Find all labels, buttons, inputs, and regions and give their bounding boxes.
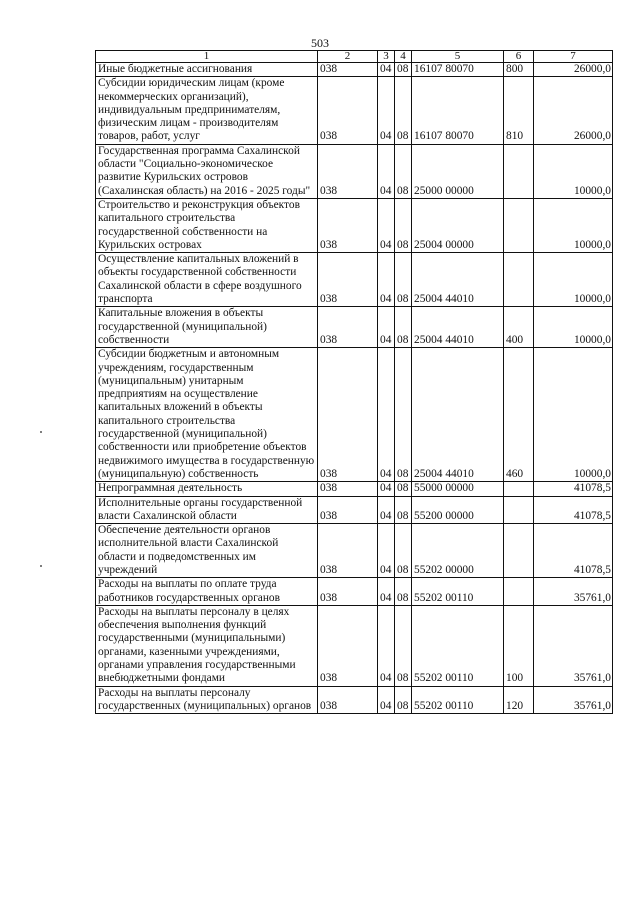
item-name-cell: Осуществление капитальных вложений в объекты государственной собственности Сахалинской области в сфере воздушного транспорта [96,253,318,307]
subsection-cell: 08 [395,77,412,144]
table-header-row [96,51,613,63]
expense-type-cell: 800 [504,63,534,77]
item-name-cell: Расходы на выплаты персоналу в целях обеспечения выполнения функций государственными (муниципальными) органами, казенными учреждениями, органами управления государственными внебюджетными фондами [96,605,318,686]
target-article-cell: 25004 44010 [412,348,504,482]
subsection-cell: 08 [395,63,412,77]
target-article-cell: 25000 00000 [412,144,504,198]
expense-type-cell: 400 [504,307,534,348]
item-name-cell: Непрограммная деятельность [96,482,318,496]
item-name-cell: Обеспечение деятельности органов исполнительной власти Сахалинской области и подведомственных им учреждений [96,524,318,578]
item-name-cell: Субсидии бюджетным и автономным учреждениям, государственным (муниципальным) унитарным предприятиям на осуществление капитальных вложений в объекты капитального строительства государственной (муниципальной) собственности или приобретение объектов недвижимого имущества в государственную (муниципальную) собственность [96,348,318,482]
owner-code-cell: 038 [318,253,378,307]
table-row [96,307,613,348]
item-name-cell: Расходы на выплаты персоналу государственных (муниципальных) органов [96,686,318,714]
target-article-cell: 55000 00000 [412,482,504,496]
amount-cell: 10000,0 [534,253,613,307]
item-name-cell: Расходы на выплаты по оплате труда работников государственных органов [96,578,318,606]
section-cell: 04 [378,496,395,524]
table-body [96,63,613,714]
amount-cell: 10000,0 [534,307,613,348]
owner-code-cell: 038 [318,63,378,77]
table-row [96,524,613,578]
section-cell: 04 [378,482,395,496]
expense-type-cell [504,496,534,524]
subsection-cell: 08 [395,253,412,307]
table-row [96,144,613,198]
amount-cell: 10000,0 [534,198,613,252]
table-row [96,77,613,144]
table-row [96,605,613,686]
header-cell: 4 [395,51,412,63]
item-name-cell: Исполнительные органы государственной власти Сахалинской области [96,496,318,524]
budget-table [95,50,613,714]
owner-code-cell: 038 [318,348,378,482]
subsection-cell: 08 [395,144,412,198]
owner-code-cell: 038 [318,605,378,686]
target-article-cell: 55200 00000 [412,496,504,524]
owner-code-cell: 038 [318,482,378,496]
target-article-cell: 16107 80070 [412,77,504,144]
table-row [96,482,613,496]
expense-type-cell [504,524,534,578]
header-cell: 2 [318,51,378,63]
expense-type-cell [504,253,534,307]
header-cell: 7 [534,51,613,63]
section-cell: 04 [378,63,395,77]
table-row [96,578,613,606]
header-cell: 1 [96,51,318,63]
section-cell: 04 [378,144,395,198]
amount-cell: 35761,0 [534,578,613,606]
owner-code-cell: 038 [318,198,378,252]
owner-code-cell: 038 [318,578,378,606]
table-row [96,63,613,77]
subsection-cell: 08 [395,482,412,496]
expense-type-cell: 100 [504,605,534,686]
owner-code-cell: 038 [318,496,378,524]
table-row [96,686,613,714]
target-article-cell: 55202 00110 [412,578,504,606]
target-article-cell: 55202 00000 [412,524,504,578]
subsection-cell: 08 [395,496,412,524]
amount-cell: 35761,0 [534,686,613,714]
amount-cell: 41078,5 [534,482,613,496]
target-article-cell: 55202 00110 [412,686,504,714]
table-row [96,198,613,252]
owner-code-cell: 038 [318,524,378,578]
table-row [96,348,613,482]
amount-cell: 26000,0 [534,77,613,144]
header-cell: 3 [378,51,395,63]
target-article-cell: 25004 00000 [412,198,504,252]
amount-cell: 41078,5 [534,496,613,524]
item-name-cell: Государственная программа Сахалинской области "Социально-экономическое развитие Курильских островов (Сахалинская область) на 2016 - 2025 годы" [96,144,318,198]
expense-type-cell: 460 [504,348,534,482]
table-row [96,253,613,307]
amount-cell: 26000,0 [534,63,613,77]
item-name-cell: Субсидии юридическим лицам (кроме некоммерческих организаций), индивидуальным предпринимателям, физическим лицам - производителям товаров, работ, услуг [96,77,318,144]
section-cell: 04 [378,578,395,606]
target-article-cell: 55202 00110 [412,605,504,686]
amount-cell: 10000,0 [534,144,613,198]
expense-type-cell [504,578,534,606]
expense-type-cell [504,198,534,252]
expense-type-cell [504,482,534,496]
section-cell: 04 [378,686,395,714]
amount-cell: 41078,5 [534,524,613,578]
target-article-cell: 25004 44010 [412,307,504,348]
subsection-cell: 08 [395,348,412,482]
section-cell: 04 [378,524,395,578]
owner-code-cell: 038 [318,144,378,198]
subsection-cell: 08 [395,524,412,578]
subsection-cell: 08 [395,307,412,348]
section-cell: 04 [378,253,395,307]
subsection-cell: 08 [395,198,412,252]
header-cell: 6 [504,51,534,63]
owner-code-cell: 038 [318,77,378,144]
page-number: 503 [311,36,329,50]
item-name-cell: Капитальные вложения в объекты государственной (муниципальной) собственности [96,307,318,348]
subsection-cell: 08 [395,605,412,686]
amount-cell: 10000,0 [534,348,613,482]
header-cell: 5 [412,51,504,63]
item-name-cell: Строительство и реконструкция объектов капитального строительства государственной собственности на Курильских островах [96,198,318,252]
target-article-cell: 25004 44010 [412,253,504,307]
section-cell: 04 [378,307,395,348]
scan-mark [40,431,42,433]
amount-cell: 35761,0 [534,605,613,686]
table-row [96,496,613,524]
section-cell: 04 [378,605,395,686]
section-cell: 04 [378,77,395,144]
item-name-cell: Иные бюджетные ассигнования [96,63,318,77]
expense-type-cell: 120 [504,686,534,714]
subsection-cell: 08 [395,686,412,714]
expense-type-cell [504,144,534,198]
section-cell: 04 [378,348,395,482]
owner-code-cell: 038 [318,686,378,714]
scan-mark [40,565,42,567]
owner-code-cell: 038 [318,307,378,348]
target-article-cell: 16107 80070 [412,63,504,77]
expense-type-cell: 810 [504,77,534,144]
subsection-cell: 08 [395,578,412,606]
section-cell: 04 [378,198,395,252]
